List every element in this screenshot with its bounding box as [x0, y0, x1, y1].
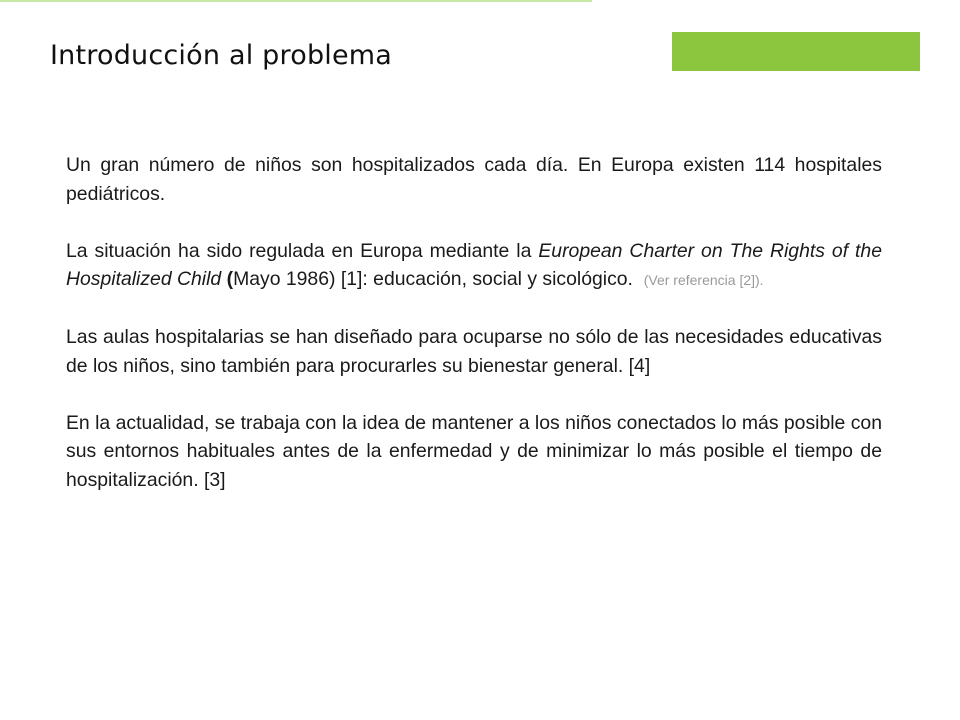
charter-open-paren: ( — [226, 268, 234, 290]
top-divider-line — [0, 0, 592, 2]
paragraph-european-charter — [66, 237, 882, 295]
charter-tail-text: Mayo 1986) [1]: educación, social y sicológico. — [233, 268, 633, 290]
reference-note: (Ver referencia [2]). — [643, 272, 764, 288]
slide-body — [66, 151, 882, 494]
paragraph-hospitalized-children: Un gran número de niños son hospitalizados cada día. En Europa existen 114 hospitales pediátricos. — [66, 154, 882, 205]
green-accent-block — [672, 32, 920, 71]
paragraph-current-approach: En la actualidad, se trabaja con la idea de mantener a los niños conectados lo más posible con sus entornos habituales antes de la enfermedad y de minimizar lo más posible el tiempo de hospitalización. [3] — [66, 411, 882, 491]
slide-title: Introducción al problema — [50, 40, 393, 71]
charter-title: European Charter on The Rights of the Hospitalized Child — [66, 239, 882, 290]
paragraph-hospital-classrooms: Las aulas hospitalarias se han diseñado para ocuparse no sólo de las necesidades educativas de los niños, sino también para procurarles su bienestar general. [4] — [66, 326, 882, 377]
charter-lead-text: La situación ha sido regulada en Europa mediante la — [66, 239, 539, 262]
